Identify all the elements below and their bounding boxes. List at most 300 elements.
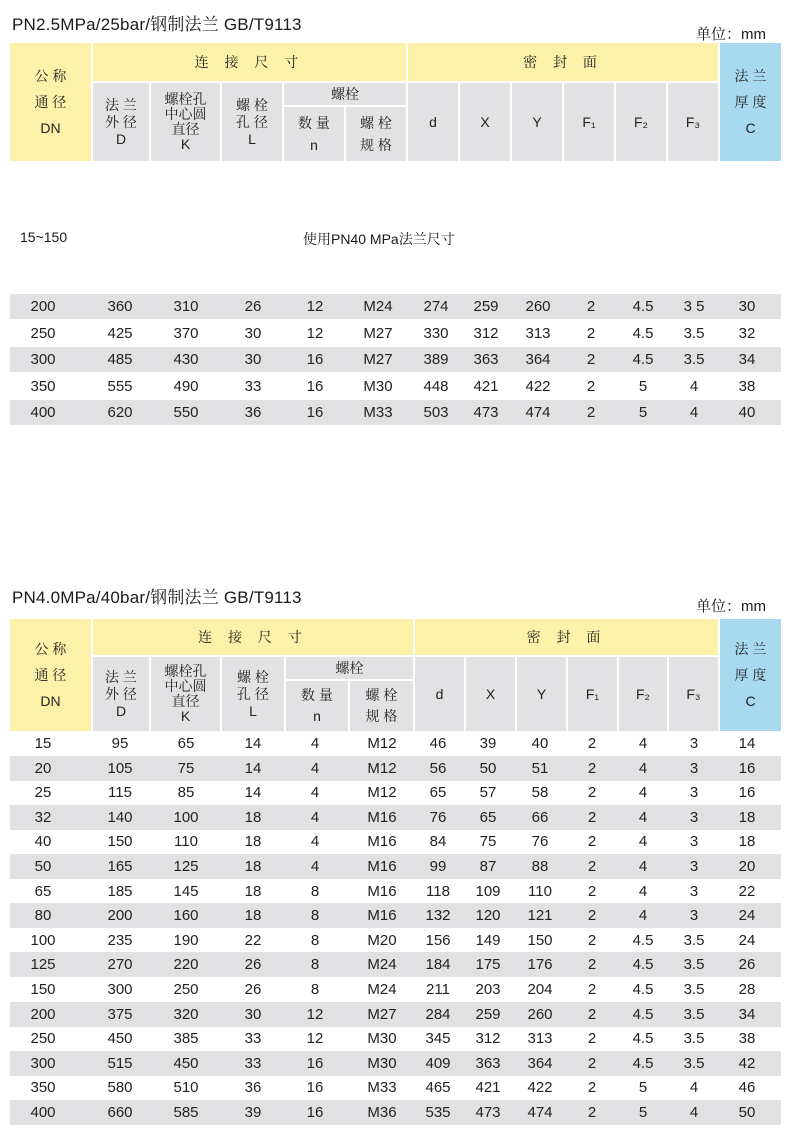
cell-bolt-count-n: 16: [306, 351, 324, 368]
thickness-l2: 厚 度: [734, 667, 767, 683]
cell-bolt-circle-k: 220: [173, 956, 199, 974]
cell-seal-d: 76: [429, 808, 447, 826]
table-row: [10, 977, 781, 1002]
cell-seal-f3: 4: [689, 377, 699, 395]
cell-seal-d: 56: [429, 759, 447, 777]
table-row: [10, 805, 781, 830]
cell-bolt-count-n: 16: [306, 404, 324, 421]
cell-thickness-c: 32: [738, 324, 756, 342]
cell-bolt-hole-l: 18: [244, 808, 262, 826]
bolt-spec-header: [350, 681, 413, 731]
cell-seal-x: 39: [479, 735, 497, 752]
cell-outer-dia-d: 270: [107, 956, 133, 974]
cell-seal-f3: 3: [689, 784, 699, 802]
cell-seal-f2: 4: [638, 882, 648, 900]
cell-bolt-hole-l: 33: [244, 1054, 262, 1072]
cell-bolt-circle-k: 320: [173, 1005, 199, 1023]
cell-bolt-hole-l: 14: [244, 759, 262, 777]
f3-header: F₃: [668, 83, 718, 161]
bolt-hole-l2: 孔 径: [237, 685, 269, 702]
cell-thickness-c: 16: [738, 784, 756, 802]
cell-dn: 300: [30, 351, 56, 368]
cell-bolt-hole-l: 39: [244, 1104, 262, 1121]
table-row: [10, 1051, 781, 1076]
bolt-hole-l2: 孔 径: [236, 113, 268, 130]
dn-label-3: DN: [40, 120, 61, 136]
cell-seal-f2: 5: [638, 377, 648, 395]
outer-dia-l1: 法 兰: [105, 668, 137, 685]
cell-bolt-spec: M12: [367, 784, 397, 802]
table-row: [10, 1075, 781, 1100]
d-header: d: [408, 83, 458, 161]
cell-seal-d: 99: [429, 858, 447, 875]
f1-header: F₁: [564, 83, 614, 161]
table-row: [10, 780, 781, 805]
cell-seal-f1: 2: [587, 784, 597, 802]
cell-bolt-circle-k: 110: [174, 833, 198, 851]
cell-dn: 32: [34, 808, 52, 826]
cell-seal-f1: 2: [587, 858, 597, 875]
cell-seal-f2: 4.5: [632, 956, 654, 974]
cell-dn: 400: [30, 404, 56, 421]
cell-bolt-spec: M30: [367, 1030, 397, 1048]
cell-bolt-spec: M16: [367, 907, 397, 925]
cell-seal-x: 363: [473, 351, 499, 368]
cell-outer-dia-d: 185: [107, 882, 133, 900]
cell-outer-dia-d: 580: [107, 1079, 133, 1097]
cell-thickness-c: 24: [738, 931, 756, 949]
cell-outer-dia-d: 200: [107, 907, 133, 925]
cell-dn: 25: [34, 784, 52, 802]
table2-header: [10, 619, 781, 731]
cell-seal-f3: 3: [689, 759, 699, 777]
bolt-header: 螺栓: [284, 83, 406, 105]
cell-seal-y: 51: [531, 759, 549, 777]
cell-bolt-count-n: 8: [310, 981, 320, 998]
cell-seal-f2: 5: [638, 1079, 648, 1097]
cell-bolt-spec: M33: [367, 1079, 397, 1097]
cell-outer-dia-d: 300: [107, 981, 133, 998]
cell-seal-y: 313: [525, 324, 551, 342]
cell-seal-y: 204: [527, 981, 553, 998]
cell-bolt-circle-k: 310: [173, 298, 199, 315]
cell-seal-y: 260: [527, 1005, 553, 1023]
cell-seal-d: 535: [425, 1104, 451, 1121]
cell-bolt-hole-l: 14: [244, 735, 262, 752]
cell-bolt-circle-k: 490: [173, 377, 199, 395]
cell-seal-f1: 2: [587, 833, 597, 851]
cell-seal-f2: 4: [638, 735, 648, 752]
cell-seal-d: 156: [425, 931, 451, 949]
x-header: X: [460, 83, 510, 161]
thickness-l2: 厚 度: [734, 94, 767, 110]
cell-seal-y: 150: [527, 931, 553, 949]
cell-dn: 150: [30, 981, 56, 998]
cell-bolt-hole-l: 26: [244, 981, 262, 998]
cell-seal-x: 149: [475, 931, 501, 949]
table-row: [10, 1100, 781, 1125]
cell-bolt-count-n: 16: [306, 1104, 324, 1121]
cell-bolt-circle-k: 250: [173, 981, 199, 998]
cell-seal-f1: 2: [586, 351, 596, 368]
cell-seal-d: 211: [426, 981, 450, 998]
bolt-count-header: [284, 107, 344, 161]
cell-bolt-count-n: 12: [306, 324, 324, 342]
cell-seal-d: 448: [423, 377, 449, 395]
cell-seal-x: 312: [473, 324, 499, 342]
thickness-l3: C: [745, 120, 756, 136]
cell-thickness-c: 40: [738, 404, 756, 421]
cell-seal-f2: 5: [638, 404, 648, 421]
cell-thickness-c: 16: [738, 759, 756, 777]
table-row: [10, 879, 781, 904]
cell-seal-y: 422: [527, 1079, 553, 1097]
y-header: Y: [517, 657, 566, 731]
bolt-circle-header: [151, 657, 220, 731]
thickness-l3: C: [745, 693, 756, 709]
bolt-circle-l1: 螺栓孔: [164, 91, 207, 107]
bolt-hole-l3: L: [249, 702, 257, 719]
cell-bolt-spec: M24: [363, 298, 393, 315]
cell-bolt-circle-k: 385: [173, 1030, 199, 1048]
cell-bolt-circle-k: 550: [173, 404, 199, 421]
cell-dn: 125: [30, 956, 56, 974]
cell-seal-f3: 3.5: [683, 981, 705, 998]
cell-seal-f2: 4.5: [632, 1005, 654, 1023]
cell-seal-f3: 3.5: [683, 931, 705, 949]
cell-seal-y: 66: [531, 808, 549, 826]
cell-seal-x: 203: [475, 981, 501, 998]
cell-bolt-count-n: 16: [306, 1054, 324, 1072]
cell-bolt-count-n: 4: [310, 735, 320, 752]
table-row: [10, 1026, 781, 1051]
x-header: X: [466, 657, 515, 731]
bolt-circle-l4: K: [180, 708, 191, 724]
table-row: [10, 731, 781, 756]
table-row: [10, 374, 781, 399]
cell-bolt-hole-l: 22: [244, 931, 262, 949]
table1-title: PN2.5MPa/25bar/钢制法兰 GB/T9113: [12, 15, 302, 34]
bolt-circle-header: [151, 83, 220, 161]
outer-dia-l2: 外 径: [105, 113, 137, 130]
cell-outer-dia-d: 140: [107, 808, 133, 826]
cell-seal-d: 46: [429, 735, 447, 752]
table-row: [10, 952, 781, 977]
cell-outer-dia-d: 620: [107, 404, 133, 421]
cell-seal-f3: 3.5: [683, 324, 705, 342]
cell-bolt-hole-l: 18: [244, 882, 262, 900]
outer-dia-header: [93, 657, 149, 731]
cell-bolt-spec: M16: [367, 882, 397, 900]
cell-seal-f2: 4.5: [632, 981, 654, 998]
dn-header: [10, 43, 91, 161]
cell-seal-f1: 2: [587, 956, 597, 974]
bolt-spec-l1: 螺 栓: [365, 687, 398, 703]
cell-seal-x: 57: [479, 784, 497, 802]
cell-seal-f3: 3: [689, 735, 699, 752]
cell-bolt-hole-l: 30: [244, 1005, 262, 1023]
cell-seal-d: 84: [429, 833, 447, 851]
cell-thickness-c: 18: [738, 808, 756, 826]
cell-outer-dia-d: 515: [107, 1054, 133, 1072]
bolt-spec-l2: 规 格: [360, 137, 392, 153]
cell-seal-x: 50: [479, 759, 497, 777]
cell-dn: 350: [30, 377, 56, 395]
cell-thickness-c: 28: [738, 981, 756, 998]
cell-bolt-count-n: 4: [310, 784, 320, 802]
cell-seal-f2: 4.5: [632, 1054, 654, 1072]
f2-header: F₂: [619, 657, 667, 731]
cell-bolt-count-n: 8: [310, 882, 320, 900]
cell-bolt-spec: M27: [367, 1005, 397, 1023]
cell-bolt-hole-l: 26: [244, 956, 262, 974]
cell-seal-y: 364: [527, 1054, 553, 1072]
bolt-spec-l2: 规 格: [365, 708, 398, 724]
cell-seal-f2: 4: [638, 833, 648, 851]
cell-seal-f1: 2: [587, 1030, 597, 1048]
cell-bolt-hole-l: 26: [244, 298, 262, 315]
bolt-circle-l1: 螺栓孔: [164, 663, 207, 679]
cell-outer-dia-d: 660: [107, 1104, 133, 1121]
cell-outer-dia-d: 360: [107, 298, 133, 315]
bolt-header: 螺栓: [286, 657, 413, 679]
table-row: [10, 903, 781, 928]
cell-seal-f3: 3: [689, 833, 699, 851]
cell-dn: 100: [30, 931, 56, 949]
cell-seal-f3: 3.5: [683, 1054, 705, 1072]
cell-bolt-spec: M12: [367, 735, 397, 752]
cell-seal-f3: 3.5: [683, 351, 705, 368]
cell-bolt-hole-l: 18: [244, 907, 262, 925]
dn-label-2: 通 径: [34, 94, 67, 110]
cell-outer-dia-d: 150: [107, 833, 133, 851]
table-row: [10, 756, 781, 781]
table-row: [10, 928, 781, 953]
table2-unit: 单位：mm: [696, 598, 766, 615]
cell-outer-dia-d: 450: [107, 1030, 133, 1048]
cell-seal-f3: 3.5: [683, 956, 705, 974]
dn-header: [10, 619, 91, 731]
cell-seal-x: 473: [475, 1104, 501, 1121]
cell-bolt-spec: M20: [367, 931, 397, 949]
bolt-hole-l1: 螺 栓: [237, 668, 269, 685]
cell-thickness-c: 20: [738, 858, 756, 875]
cell-bolt-count-n: 4: [310, 759, 320, 777]
cell-seal-y: 110: [528, 882, 552, 900]
cell-bolt-hole-l: 18: [244, 858, 262, 875]
cell-seal-y: 88: [531, 858, 549, 875]
cell-seal-f1: 2: [587, 1104, 597, 1121]
cell-bolt-hole-l: 33: [244, 1030, 262, 1048]
cell-seal-d: 330: [423, 324, 449, 342]
cell-seal-f1: 2: [587, 1005, 597, 1023]
cell-bolt-hole-l: 33: [244, 377, 262, 395]
cell-seal-f3: 4: [689, 1104, 699, 1121]
cell-dn: 300: [30, 1054, 56, 1072]
cell-bolt-spec: M16: [367, 833, 397, 851]
cell-seal-x: 421: [475, 1079, 501, 1097]
cell-seal-f2: 4.5: [632, 351, 654, 368]
bolt-circle-l2: 中心圆: [164, 678, 207, 694]
f3-header: F₃: [669, 657, 718, 731]
cell-bolt-spec: M27: [363, 324, 393, 342]
cell-seal-x: 259: [473, 298, 499, 315]
cell-bolt-hole-l: 30: [244, 324, 262, 342]
cell-outer-dia-d: 235: [107, 931, 133, 949]
cell-bolt-count-n: 4: [310, 833, 320, 851]
cell-seal-f3: 3.5: [683, 1030, 705, 1048]
thickness-header: [720, 619, 781, 731]
cell-seal-y: 313: [527, 1030, 553, 1048]
cell-seal-d: 284: [425, 1005, 451, 1023]
note-text: 使用PN40 MPa法兰尺寸: [303, 231, 455, 247]
bolt-spec-header: [346, 107, 406, 161]
cell-bolt-count-n: 4: [310, 808, 320, 826]
bolt-circle-l4: K: [180, 136, 191, 152]
cell-bolt-count-n: 4: [310, 858, 320, 875]
bolt-count-l2: n: [313, 708, 321, 724]
cell-seal-f2: 4.5: [632, 1030, 654, 1048]
cell-seal-y: 474: [525, 404, 551, 421]
cell-dn: 65: [34, 882, 52, 900]
cell-bolt-count-n: 8: [310, 907, 320, 925]
cell-bolt-hole-l: 14: [244, 784, 262, 802]
bolt-hole-header: [222, 657, 284, 731]
bolt-count-l1: 数 量: [298, 115, 330, 131]
cell-bolt-circle-k: 370: [173, 324, 199, 342]
cell-seal-f2: 5: [638, 1104, 648, 1121]
cell-outer-dia-d: 115: [108, 784, 132, 802]
cell-bolt-hole-l: 36: [244, 1079, 262, 1097]
cell-dn: 15: [34, 735, 52, 752]
cell-seal-f3: 3 5: [683, 298, 705, 315]
outer-dia-l3: D: [115, 130, 127, 147]
cell-dn: 40: [34, 833, 52, 851]
cell-seal-y: 121: [527, 907, 553, 925]
cell-seal-y: 474: [527, 1104, 553, 1121]
cell-thickness-c: 14: [738, 735, 756, 752]
bolt-circle-l2: 中心圆: [164, 106, 207, 122]
cell-bolt-circle-k: 450: [173, 1054, 199, 1072]
cell-thickness-c: 22: [738, 882, 756, 900]
cell-bolt-count-n: 16: [306, 377, 324, 395]
cell-bolt-circle-k: 145: [173, 882, 199, 900]
cell-seal-d: 409: [425, 1054, 451, 1072]
cell-seal-x: 120: [475, 907, 501, 925]
bolt-hole-l3: L: [248, 130, 256, 147]
outer-dia-l2: 外 径: [105, 685, 137, 702]
bolt-circle-l3: 直径: [171, 693, 200, 709]
f2-header: F₂: [616, 83, 666, 161]
cell-outer-dia-d: 555: [107, 377, 133, 395]
cell-bolt-circle-k: 125: [173, 858, 199, 875]
cell-dn: 80: [34, 907, 52, 925]
cell-dn: 350: [30, 1079, 56, 1097]
cell-seal-d: 118: [426, 882, 450, 900]
bolt-count-l2: n: [310, 137, 318, 153]
cell-seal-f2: 4: [638, 907, 648, 925]
cell-bolt-hole-l: 30: [244, 351, 262, 368]
f1-header: F₁: [568, 657, 617, 731]
cell-bolt-spec: M27: [363, 351, 393, 368]
cell-seal-d: 389: [423, 351, 449, 368]
connection-header: 连 接 尺 寸: [93, 43, 406, 81]
cell-bolt-count-n: 12: [306, 298, 324, 315]
cell-dn: 50: [34, 858, 52, 875]
table-row: [10, 1002, 781, 1027]
cell-seal-f2: 4.5: [632, 931, 654, 949]
cell-dn: 250: [30, 324, 56, 342]
bolt-circle-l3: 直径: [171, 121, 200, 137]
cell-bolt-spec: M33: [363, 404, 393, 421]
cell-outer-dia-d: 165: [107, 858, 133, 875]
cell-thickness-c: 24: [738, 907, 756, 925]
cell-seal-d: 274: [423, 298, 449, 315]
cell-outer-dia-d: 425: [107, 324, 133, 342]
cell-seal-f3: 4: [689, 1079, 699, 1097]
bolt-spec-l1: 螺 栓: [360, 115, 392, 131]
cell-dn: 200: [30, 298, 56, 315]
cell-seal-x: 473: [473, 404, 499, 421]
bolt-count-header: [286, 681, 348, 731]
cell-seal-f1: 2: [587, 931, 597, 949]
cell-thickness-c: 38: [738, 1030, 756, 1048]
cell-seal-f1: 2: [587, 759, 597, 777]
cell-seal-f3: 3.5: [683, 1005, 705, 1023]
cell-thickness-c: 42: [738, 1054, 756, 1072]
cell-seal-f3: 4: [689, 404, 699, 421]
cell-bolt-hole-l: 18: [244, 833, 262, 851]
cell-dn: 20: [34, 759, 52, 777]
cell-bolt-spec: M30: [363, 377, 393, 395]
cell-bolt-spec: M24: [367, 956, 397, 974]
table-row: [10, 321, 781, 346]
cell-seal-d: 65: [429, 784, 447, 802]
outer-dia-header: [93, 83, 149, 161]
cell-bolt-count-n: 16: [306, 1079, 324, 1097]
cell-seal-y: 40: [531, 735, 549, 752]
cell-outer-dia-d: 105: [107, 759, 133, 777]
cell-seal-x: 259: [475, 1005, 501, 1023]
cell-seal-y: 76: [531, 833, 549, 851]
dn-label-2: 通 径: [34, 667, 67, 683]
cell-dn: 200: [30, 1005, 56, 1023]
cell-seal-f2: 4: [638, 784, 648, 802]
cell-bolt-count-n: 8: [310, 956, 320, 974]
cell-bolt-circle-k: 430: [173, 351, 199, 368]
cell-seal-f1: 2: [586, 377, 596, 395]
cell-thickness-c: 26: [738, 956, 756, 974]
cell-seal-d: 184: [425, 956, 451, 974]
outer-dia-l3: D: [115, 702, 127, 719]
table-row: [10, 347, 781, 372]
cell-thickness-c: 18: [738, 833, 756, 851]
thickness-header: [720, 43, 781, 161]
table-row: [10, 400, 781, 425]
cell-seal-f1: 2: [587, 981, 597, 998]
bolt-hole-l1: 螺 栓: [236, 96, 268, 113]
cell-seal-x: 175: [475, 956, 501, 974]
cell-bolt-circle-k: 160: [173, 907, 199, 925]
table-row: [10, 854, 781, 879]
cell-seal-f1: 2: [587, 1054, 597, 1072]
cell-seal-x: 421: [473, 377, 499, 395]
cell-thickness-c: 50: [738, 1104, 756, 1121]
cell-seal-f3: 3: [689, 858, 699, 875]
dn-label-1: 公 称: [34, 68, 67, 84]
y-header: Y: [512, 83, 562, 161]
cell-outer-dia-d: 375: [107, 1005, 133, 1023]
